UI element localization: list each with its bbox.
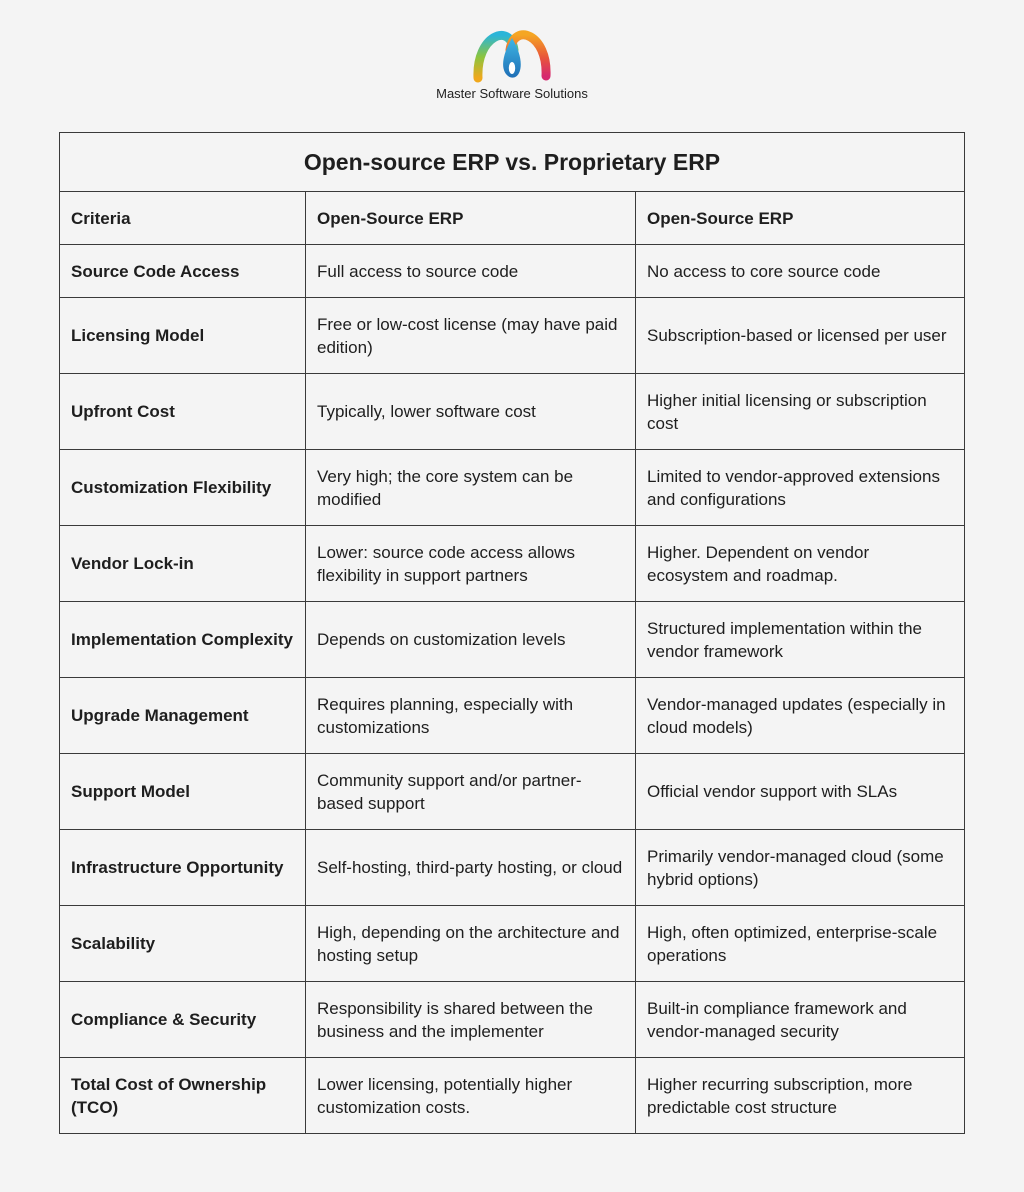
criteria-cell: Implementation Complexity [60,602,306,678]
table-row [60,374,965,450]
ms-logo-icon [470,26,554,84]
criteria-cell: Compliance & Security [60,982,306,1058]
proprietary-cell: Official vendor support with SLAs [636,754,965,830]
open-source-cell: Free or low-cost license (may have paid edition) [306,298,636,374]
table-row [60,526,965,602]
criteria-cell: Scalability [60,906,306,982]
open-source-cell: Full access to source code [306,245,636,298]
open-source-cell: Depends on customization levels [306,602,636,678]
table-row [60,1058,965,1134]
proprietary-cell: Primarily vendor-managed cloud (some hybrid options) [636,830,965,906]
proprietary-cell: Structured implementation within the vendor framework [636,602,965,678]
open-source-cell: Requires planning, especially with customizations [306,678,636,754]
open-source-cell: Lower: source code access allows flexibility in support partners [306,526,636,602]
criteria-cell: Total Cost of Ownership (TCO) [60,1058,306,1134]
open-source-cell: High, depending on the architecture and hosting setup [306,906,636,982]
title-row [60,133,965,192]
proprietary-cell: Built-in compliance framework and vendor-managed security [636,982,965,1058]
proprietary-cell: No access to core source code [636,245,965,298]
table-row [60,298,965,374]
brand-name: Master Software Solutions [436,86,588,101]
proprietary-cell: Higher recurring subscription, more predictable cost structure [636,1058,965,1134]
table-row [60,245,965,298]
criteria-cell: Vendor Lock-in [60,526,306,602]
header-row [60,192,965,245]
table-row [60,754,965,830]
table-row [60,602,965,678]
header-criteria: Criteria [60,192,306,245]
proprietary-cell: Higher initial licensing or subscription cost [636,374,965,450]
proprietary-cell: Limited to vendor-approved extensions and configurations [636,450,965,526]
open-source-cell: Community support and/or partner-based support [306,754,636,830]
open-source-cell: Responsibility is shared between the business and the implementer [306,982,636,1058]
table-row [60,830,965,906]
header-proprietary-erp: Open-Source ERP [636,192,965,245]
proprietary-cell: Higher. Dependent on vendor ecosystem and roadmap. [636,526,965,602]
proprietary-cell: Subscription-based or licensed per user [636,298,965,374]
open-source-cell: Typically, lower software cost [306,374,636,450]
criteria-cell: Support Model [60,754,306,830]
header-open-source-erp: Open-Source ERP [306,192,636,245]
open-source-cell: Self-hosting, third-party hosting, or cloud [306,830,636,906]
proprietary-cell: Vendor-managed updates (especially in cloud models) [636,678,965,754]
table-row [60,982,965,1058]
criteria-cell: Licensing Model [60,298,306,374]
proprietary-cell: High, often optimized, enterprise-scale operations [636,906,965,982]
criteria-cell: Upgrade Management [60,678,306,754]
criteria-cell: Source Code Access [60,245,306,298]
open-source-cell: Very high; the core system can be modified [306,450,636,526]
table-row [60,678,965,754]
criteria-cell: Upfront Cost [60,374,306,450]
open-source-cell: Lower licensing, potentially higher customization costs. [306,1058,636,1134]
criteria-cell: Infrastructure Opportunity [60,830,306,906]
comparison-table [59,132,965,1134]
criteria-cell: Customization Flexibility [60,450,306,526]
table-row [60,450,965,526]
table-row [60,906,965,982]
table-title: Open-source ERP vs. Proprietary ERP [60,133,965,192]
brand-header [0,26,1024,101]
